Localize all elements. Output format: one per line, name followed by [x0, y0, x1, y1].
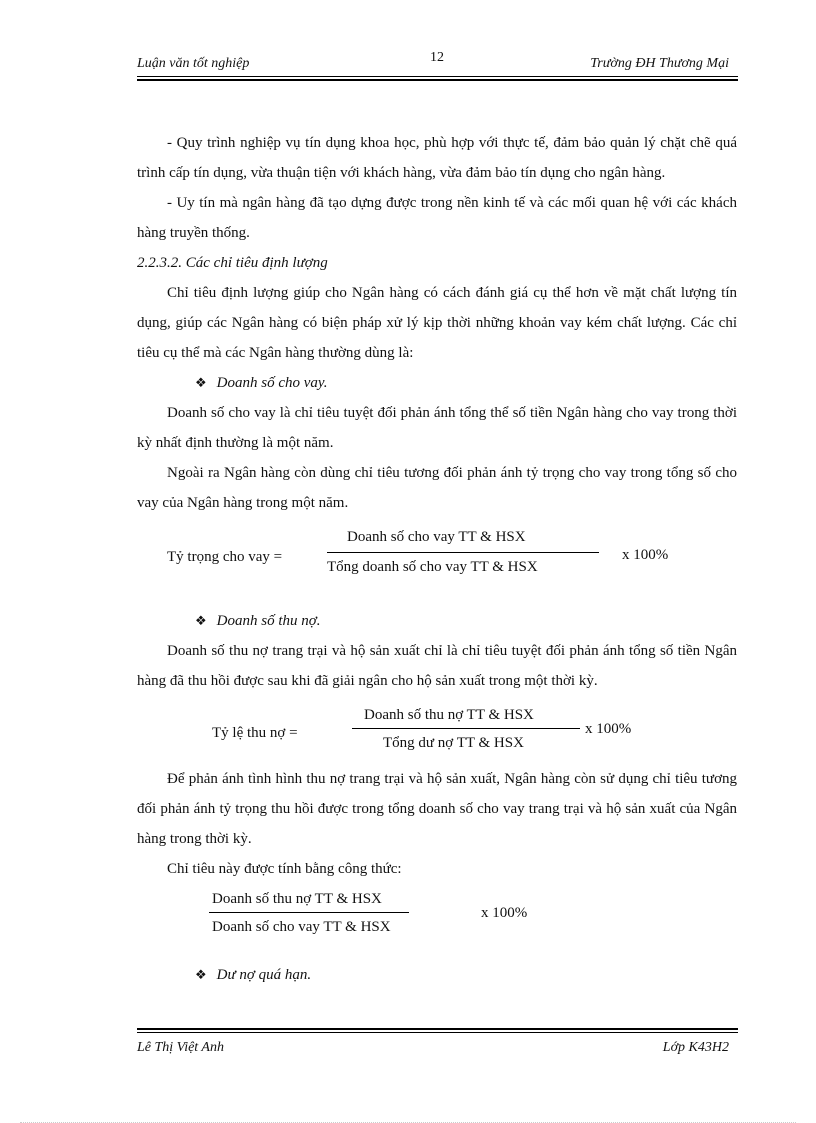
paragraph-formula-intro: Chỉ tiêu này được tính bằng công thức: [167, 861, 402, 877]
formula-numerator: Doanh số thu nợ TT & HSX [364, 707, 534, 723]
page-body [137, 128, 737, 990]
formula-collection-rate [137, 696, 737, 764]
diamond-bullet-icon: ❖ [195, 375, 207, 390]
footer-rule-thick [137, 1028, 738, 1030]
formula-lhs: Tỷ trọng cho vay = [167, 549, 283, 565]
footer-author: Lê Thị Việt Anh [137, 1040, 224, 1055]
formula-denominator: Tổng doanh số cho vay TT & HSX [327, 559, 538, 575]
diamond-bullet-icon: ❖ [195, 967, 207, 982]
formula-denominator: Doanh số cho vay TT & HSX [212, 919, 391, 935]
paragraph-collection-ratio: Để phản ánh tình hình thu nợ trang trại và hộ sản xuất, Ngân hàng còn sử dụng chỉ tiêu tương đối phản ánh tỷ trọng thu hồi được trong tổng doanh số cho vay trang trại và hộ sản xuất của Ngân hàng trong thời kỳ. [137, 771, 737, 847]
section-heading: 2.2.3.2. Các chỉ tiêu định lượng [137, 255, 328, 271]
footer-class: Lớp K43H2 [662, 1040, 729, 1055]
bullet-label: Dư nợ quá hạn. [216, 967, 312, 983]
formula-numerator: Doanh số cho vay TT & HSX [347, 529, 526, 545]
header-university: Trường ĐH Thương Mại [590, 56, 729, 71]
formula-lhs: Tỷ lệ thu nợ = [212, 725, 298, 741]
paragraph-credit-process: - Quy trình nghiệp vụ tín dụng khoa học, phù hợp với thực tế, đảm bảo quản lý chặt chẽ quá trình cấp tín dụng, vừa thuận tiện với khách hàng, vừa đảm bảo tín dụng cho ngân hàng. [137, 135, 737, 181]
formula-factor: x 100% [585, 721, 632, 737]
bullet-label: Doanh số cho vay. [216, 375, 328, 391]
header-rule-thick [137, 79, 738, 81]
formula-loan-share [137, 518, 737, 586]
paragraph-loan-ratio: Ngoài ra Ngân hàng còn dùng chỉ tiêu tương đối phản ánh tỷ trọng cho vay trong tổng số cho vay của Ngân hàng trong một năm. [137, 465, 737, 511]
bullet-debt-collection [195, 606, 737, 636]
bullet-overdue-debt [195, 960, 737, 990]
paragraph-quantitative-intro: Chỉ tiêu định lượng giúp cho Ngân hàng có cách đánh giá cụ thể hơn về mặt chất lượng tín dụng, giúp các Ngân hàng có biện pháp xử lý kịp thời những khoản vay kém chất lượng. Các chỉ tiêu cụ thể mà các Ngân hàng thường dùng là: [137, 285, 737, 361]
paragraph-debt-collection-def: Doanh số thu nợ trang trại và hộ sản xuất chỉ là chỉ tiêu tuyệt đối phản ánh tổng số tiền Ngân hàng đã thu hồi được sau khi đã giải ngân cho hộ sản xuất trong một thời kỳ. [137, 643, 737, 689]
paragraph-bank-reputation: - Uy tín mà ngân hàng đã tạo dựng được trong nền kinh tế và các mối quan hệ với các khách hàng truyền thống. [137, 195, 737, 241]
diamond-bullet-icon: ❖ [195, 613, 207, 628]
footer-rule-thin [137, 1032, 738, 1033]
page-number: 12 [430, 50, 444, 65]
header-rule-thin [137, 76, 738, 77]
bullet-label: Doanh số thu nợ. [216, 613, 321, 629]
bullet-loan-sales [195, 368, 737, 398]
formula-factor: x 100% [481, 905, 528, 921]
formula-denominator: Tổng dư nợ TT & HSX [383, 735, 524, 751]
paragraph-loan-sales-def: Doanh số cho vay là chỉ tiêu tuyệt đối phản ánh tổng thể số tiền Ngân hàng cho vay trong thời kỳ nhất định thường là một năm. [137, 405, 737, 451]
header-thesis-title: Luận văn tốt nghiệp [137, 56, 250, 71]
formula-numerator: Doanh số thu nợ TT & HSX [212, 891, 382, 907]
formula-collection-share [137, 884, 737, 952]
page-header [137, 52, 737, 74]
formula-factor: x 100% [622, 547, 669, 563]
